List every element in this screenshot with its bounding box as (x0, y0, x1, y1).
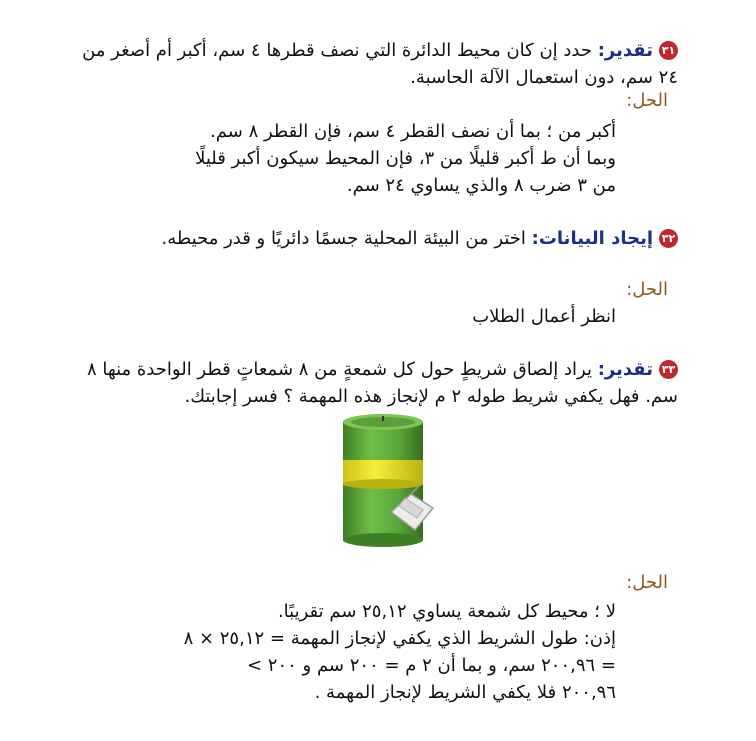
solution-label: الحل: (626, 279, 668, 300)
problem-tag: تقدير: (597, 40, 653, 61)
problem-33 (78, 356, 678, 410)
solution-label: الحل: (626, 90, 668, 111)
problem-number-badge: ٣١ (659, 41, 678, 60)
solution-line: أكبر من ؛ بما أن نصف القطر ٤ سم، فإن القطر ٨ سم. (210, 121, 616, 142)
problem-number-badge: ٣٢ (659, 229, 678, 248)
candle-illustration (333, 412, 445, 552)
solution-33 (76, 598, 616, 706)
problem-number-badge: ٣٣ (659, 360, 678, 379)
problem-tag: إيجاد البيانات: (531, 228, 653, 249)
problem-text: يراد إلصاق شريطٍ حول كل شمعةٍ من ٨ شمعاتٍ قطر الواحدة منها ٨ سم. فهل يكفي شريط طوله ٢ م لإنجاز هذه المهمة ؟ فسر إجابتك. (86, 359, 678, 407)
solution-31 (76, 118, 616, 199)
problem-text: اختر من البيئة المحلية جسمًا دائريًا و قدر محيطه. (161, 228, 526, 249)
problem-32 (78, 225, 678, 252)
ribbon-band (343, 460, 423, 489)
solution-line: لا ؛ محيط كل شمعة يساوي ٢٥,١٢ سم تقريبًا. (277, 601, 616, 622)
problem-31 (78, 37, 678, 91)
solution-line: ٢٠٠,٩٦ فلا يكفي الشريط لإنجاز المهمة . (314, 682, 616, 703)
solution-label: الحل: (626, 572, 668, 593)
solution-32 (76, 303, 616, 330)
solution-line: = ٢٠٠,٩٦ سم، و بما أن ٢ م = ٢٠٠ سم و ٢٠٠ > (246, 655, 616, 676)
problem-text: حدد إن كان محيط الدائرة التي نصف قطرها ٤ سم، أكبر أم أصغر من ٢٤ سم، دون استعمال الآلة الحاسبة. (82, 40, 678, 88)
problem-tag: تقدير: (597, 359, 653, 380)
solution-line: انظر أعمال الطلاب (472, 306, 616, 327)
solution-line: من ٣ ضرب ٨ والذي يساوي ٢٤ سم. (346, 175, 616, 196)
solution-line: وبما أن ط أكبر قليلًا من ٣، فإن المحيط سيكون أكبر قليلًا (195, 148, 616, 169)
solution-line: إذن: طول الشريط الذي يكفي لإنجاز المهمة = ٢٥,١٢ × ٨ (183, 628, 616, 649)
